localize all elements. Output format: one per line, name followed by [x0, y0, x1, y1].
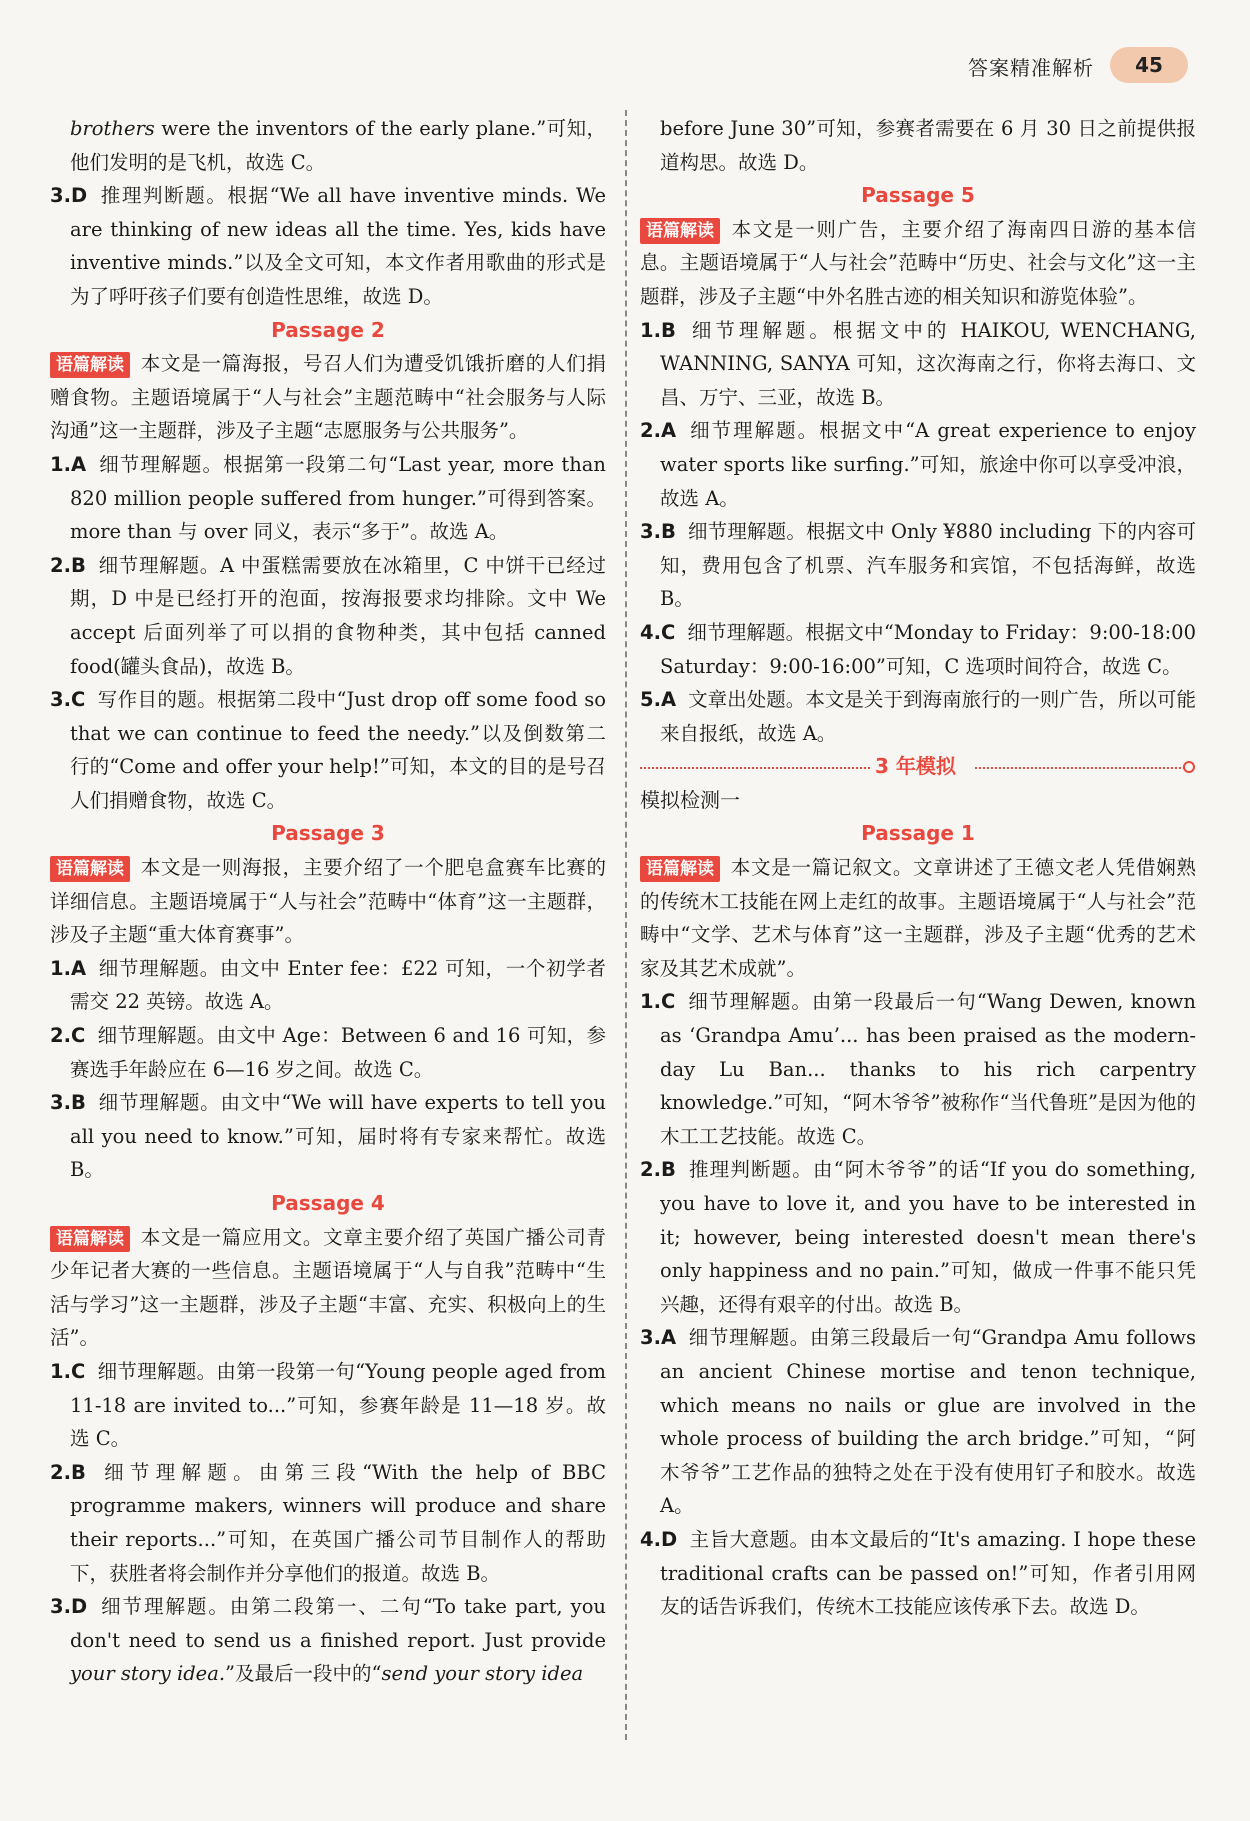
intro-text: 本文是一篇应用文。文章主要介绍了英国广播公司青少年记者大赛的一些信息。主题语境属于“人与自我”范畴中“生活与学习”这一主题群，涉及子主题“丰富、充实、积极向上的生活”。: [50, 1225, 606, 1350]
analysis-badge: 语篇解读: [640, 218, 720, 244]
intro-text: 本文是一则海报，主要介绍了一个肥皂盒赛车比赛的详细信息。主题语境属于“人与社会”范畴中“体育”这一主题群，涉及子主题“重大体育赛事”。: [50, 856, 606, 947]
answer-text: 细节理解题。由第三段最后一句“Grandpa Amu follows an ancient Chinese mortise and tenon technique, which means no nails or glue are involved in the whole process of building the arch bridge.”可知，“阿木爷爷”工艺作品的独特之处在于没有使用钉子和胶水。故选 A。: [660, 1326, 1196, 1518]
answer-text: 细节理解题。根据文中“Monday to Friday：9:00-18:00 Saturday：9:00-16:00”可知，C 选项时间符合，故选 C。: [660, 620, 1196, 678]
answer-label: 3.D: [50, 1595, 88, 1619]
answer-item: [50, 1456, 606, 1590]
answer-label: 3.D: [50, 184, 88, 208]
answer-label: 1.A: [50, 956, 87, 980]
intro-text: 本文是一则广告，主要介绍了海南四日游的基本信息。主题语境属于“人与社会”范畴中“历史、社会与文化”这一主题群，涉及子主题“中外名胜古迹的相关知识和游览体验”。: [640, 217, 1196, 308]
answer-item: [640, 683, 1196, 750]
answer-item: [50, 952, 606, 1019]
answer-item: [50, 1086, 606, 1187]
answer-text: 推理判断题。由“阿木爷爷”的话“If you do something, you have to love it, and you have to be interested in it; however, being interested doesn't mean there's only happiness and no pain.”可知，做成一件事不能只凭兴趣，还得有艰辛的付出。故选 B。: [660, 1158, 1196, 1316]
answer-item: [50, 448, 606, 549]
answer-text: 细节理解题。根据文中的 HAIKOU, WENCHANG, WANNING, SANYA 可知，这次海南之行，你将去海口、文昌、万宁、三亚，故选 B。: [660, 318, 1196, 409]
header-title: 答案精准解析: [968, 56, 1094, 80]
answer-text: 细节理解题。由文中 Enter fee：£22 可知，一个初学者需交 22 英镑。故选 A。: [70, 956, 606, 1014]
answer-item: [640, 1153, 1196, 1321]
answer-label: 4.C: [640, 620, 676, 644]
answer-label: 3.C: [50, 688, 86, 712]
answer-text: 细节理解题。由文中“We will have experts to tell you all you need to know.”可知，届时将有专家来帮忙。故选 B。: [70, 1091, 606, 1182]
intro-text: 本文是一篇海报，号召人们为遭受饥饿折磨的人们捐赠食物。主题语境属于“人与社会”主题范畴中“社会服务与人际沟通”这一主题群，涉及子主题“志愿服务与公共服务”。: [50, 352, 606, 443]
section-rule-right: [975, 767, 1185, 769]
passage-title: Passage 4: [271, 1191, 385, 1215]
answer-continuation: before June 30”可知，参赛者需要在 6 月 30 日之前提供报道构思。故选 D。: [660, 117, 1196, 174]
answer-text: 细节理解题。由第二段第一、二句“To take part, you don't need to send us a finished report. Just provide: [70, 1595, 606, 1652]
page-number: 45: [1110, 47, 1188, 83]
passage-intro: [640, 851, 1196, 985]
answer-label: 1.C: [50, 1359, 86, 1383]
passage-intro: [50, 347, 606, 448]
answer-label: 2.B: [50, 1460, 86, 1484]
section-dot-icon: [1183, 761, 1195, 773]
answer-text: 细节理解题。根据第一段第二句“Last year, more than 820 million people suffered from hunger.”可得到答案。more than 与 over 同义，表示“多于”。故选 A。: [70, 452, 606, 544]
section-header: [640, 750, 1196, 784]
passage-title: Passage 3: [271, 821, 385, 846]
answer-label: 2.A: [640, 419, 677, 443]
answer-label: 1.A: [50, 452, 87, 476]
answer-text: 细节理解题。由文中 Age：Between 6 and 16 可知，参赛选手年龄应在 6—16 岁之间。故选 C。: [70, 1024, 606, 1081]
answer-text: 细节理解题。由第一段最后一句“Wang Dewen, known as ‘Grandpa Amu’... has been praised as the modern-day Lu Ban... thanks to his rich carpentry knowledge.”可知，“阿木爷爷”被称作“当代鲁班”是因为他的木工工艺技能。故选 C。: [660, 990, 1196, 1148]
analysis-badge: 语篇解读: [50, 1226, 130, 1252]
answer-text: were the inventors of the early plane.”可知，他们发明的是飞机，故选 C。: [70, 117, 606, 174]
answer-label: 2.C: [50, 1024, 86, 1048]
intro-text: 本文是一篇记叙文。文章讲述了王德文老人凭借娴熟的传统木工技能在网上走红的故事。主题语境属于“人与社会”范畴中“文学、艺术与体育”这一主题群，涉及子主题“优秀的艺术家及其艺术成就”。: [640, 856, 1196, 980]
answer-item: [640, 1321, 1196, 1523]
answer-label: 1.C: [640, 990, 676, 1014]
answer-text: 推理判断题。根据“We all have inventive minds. We are thinking of new ideas all the time. Yes, kids have inventive minds.”以及全文可知，本文作者用歌曲的形式是为了呼吁孩子们要有创造性思维，故选 D。: [70, 184, 606, 308]
passage-title: Passage 5: [861, 183, 975, 208]
answer-item: [640, 515, 1196, 616]
italic-text: send your story idea: [381, 1662, 584, 1686]
section-rule-left: [640, 767, 870, 769]
answer-label: 2.B: [50, 553, 86, 577]
answer-item: [50, 1019, 606, 1086]
answer-continuation: [50, 112, 606, 179]
analysis-badge: 语篇解读: [640, 856, 720, 882]
italic-text: brothers: [70, 117, 155, 140]
answer-label: 1.B: [640, 318, 676, 342]
answer-text: 细节理解题。根据文中“A great experience to enjoy water sports like surfing.”可知，旅途中你可以享受冲浪，故选 A。: [660, 419, 1196, 510]
analysis-badge: 语篇解读: [50, 856, 130, 882]
answer-text: ”及最后一段中的“: [225, 1662, 382, 1686]
passage-title: Passage 2: [271, 317, 385, 342]
answer-item: [640, 985, 1196, 1153]
answer-label: 3.B: [640, 520, 676, 544]
answer-text: 文章出处题。本文是关于到海南旅行的一则广告，所以可能来自报纸，故选 A。: [660, 688, 1196, 745]
section-label: 3 年模拟: [875, 754, 956, 779]
answer-text: 细节理解题。根据文中 Only ¥880 including 下的内容可知，费用包含了机票、汽车服务和宾馆，不包括海鲜，故选 B。: [660, 520, 1196, 611]
answer-item: [50, 1590, 606, 1691]
answer-text: 写作目的题。根据第二段中“Just drop off some food so that we can continue to feed the needy.”以及倒数第二行的“Come and offer your help!”可知，本文的目的是号召人们捐赠食物，故选 C。: [70, 688, 606, 812]
answer-item: [50, 683, 606, 817]
italic-text: your story idea.: [70, 1662, 226, 1686]
answer-item: [50, 1355, 606, 1456]
right-column: [640, 112, 1196, 1624]
passage-intro: [640, 213, 1196, 314]
answer-label: 5.A: [640, 688, 677, 712]
answer-item: [50, 549, 606, 683]
answer-text: 细节理解题。A 中蛋糕需要放在冰箱里，C 中饼干已经过期，D 中是已经打开的泡面，按海报要求均排除。文中 We accept 后面列举了可以捐的食物种类，其中包括 canned food(罐头食品)，故选 B。: [70, 553, 606, 678]
answer-item: [640, 414, 1196, 515]
passage-title: Passage 1: [861, 821, 975, 846]
column-divider: [625, 110, 627, 1740]
subsection-title: 模拟检测一: [640, 787, 740, 812]
answer-text: 主旨大意题。由本文最后的“It's amazing. I hope these traditional crafts can be passed on!”可知，作者引用网友的话告诉我们，传统木工技能应该传承下去。故选 D。: [660, 1527, 1196, 1619]
passage-intro: [50, 1221, 606, 1355]
left-column: [50, 112, 606, 1691]
answer-item: [50, 179, 606, 313]
answer-text: 细节理解题。由第一段第一句“Young people aged from 11-18 are invited to...”可知，参赛年龄是 11—18 岁。故选 C。: [70, 1359, 606, 1451]
answer-label: 2.B: [640, 1158, 676, 1182]
answer-label: 4.D: [640, 1527, 678, 1551]
answer-label: 3.A: [640, 1326, 677, 1350]
analysis-badge: 语篇解读: [50, 352, 130, 378]
answer-item: [640, 1523, 1196, 1624]
answer-item: [640, 314, 1196, 415]
answer-item: [640, 616, 1196, 683]
answer-text: 细节理解题。由第三段“With the help of BBC programme makers, winners will produce and share their reports...”可知，在英国广播公司节目制作人的帮助下，获胜者将会制作并分享他们的报道。故选 B。: [70, 1460, 606, 1585]
passage-intro: [50, 851, 606, 952]
answer-label: 3.B: [50, 1091, 86, 1115]
